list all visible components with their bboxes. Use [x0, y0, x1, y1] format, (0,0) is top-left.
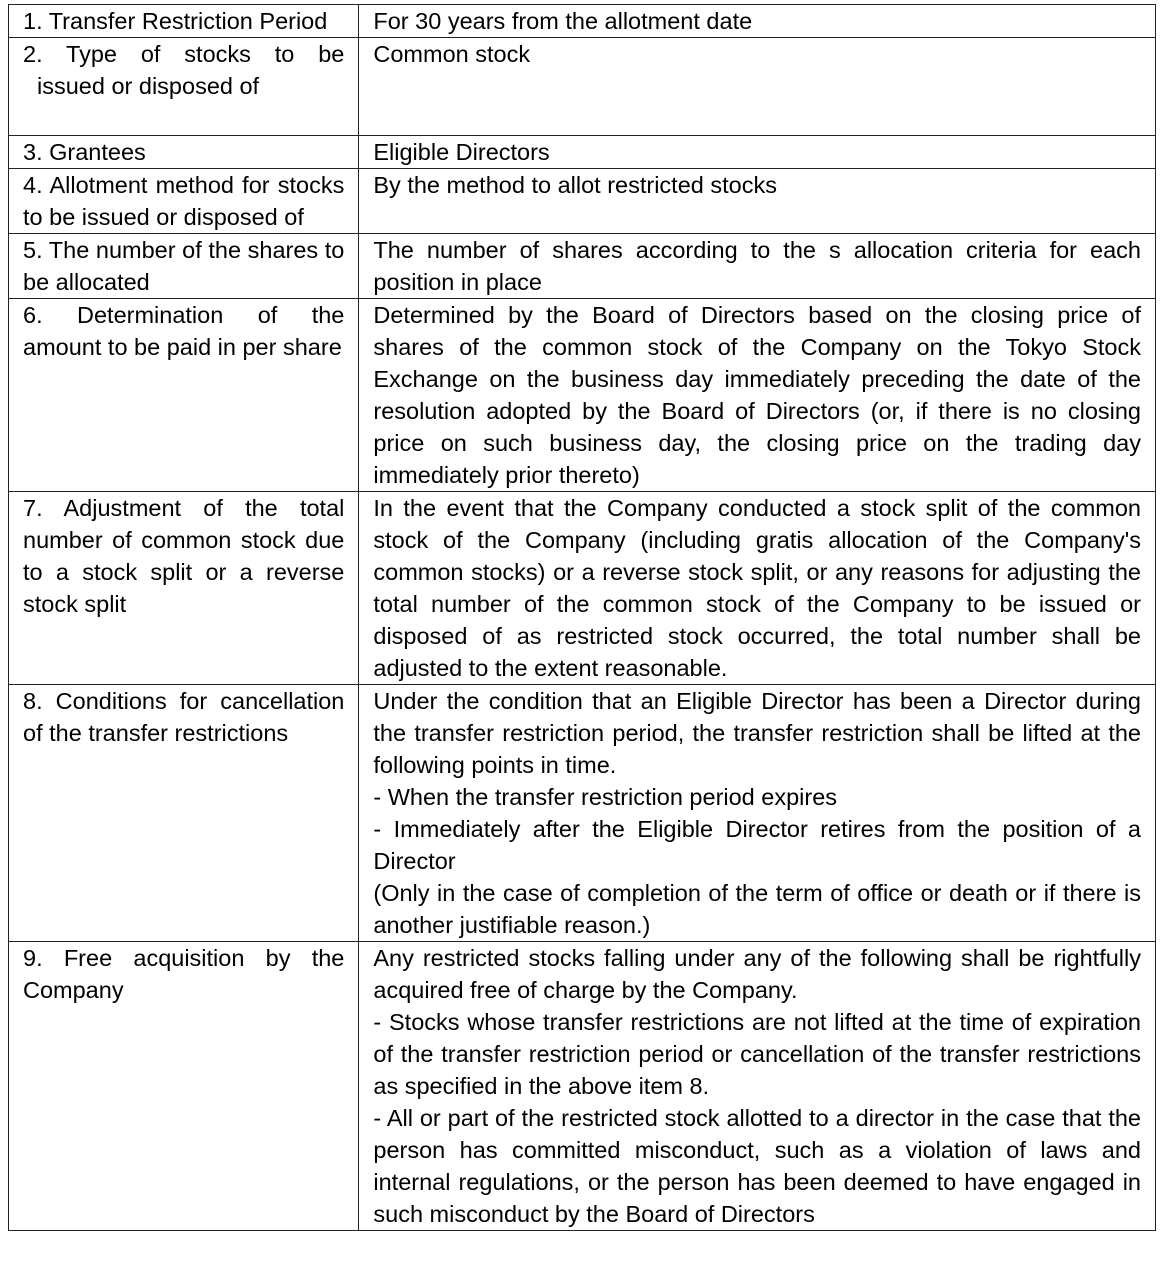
content-paragraph: Any restricted stocks falling under any of the following shall be rightfully acquired free of charge by the Company.: [373, 945, 1141, 1003]
item-label: 2. Type of stocks to be: [23, 41, 345, 67]
content-cell: [359, 5, 1156, 38]
item-cell: [9, 685, 359, 942]
table-row: [9, 5, 1156, 38]
content-cell: [359, 492, 1156, 685]
content-text: By the method to allot restricted stocks: [373, 172, 777, 198]
content-bullet: - Immediately after the Eligible Director retires from the position of a Director: [373, 816, 1141, 874]
content-cell: [359, 299, 1156, 492]
item-cell: [9, 38, 359, 136]
content-cell: [359, 169, 1156, 234]
item-label: 8. Conditions for cancellation of the transfer restrictions: [23, 688, 345, 746]
restricted-stock-terms-table: [8, 4, 1156, 1231]
content-bullet: - Stocks whose transfer restrictions are not lifted at the time of expiration of the transfer restriction period or cancellation of the transfer restrictions as specified in the above item 8.: [373, 1009, 1141, 1099]
content-text: Determined by the Board of Directors based on the closing price of shares of the common stock of the Company on the Tokyo Stock Exchange on the business day immediately preceding the date of the resolution adopted by the Board of Directors (or, if there is no closing price on such business day, the closing price on the trading day immediately prior thereto): [373, 302, 1141, 488]
item-cell: [9, 136, 359, 169]
item-label: 9. Free acquisition by the Company: [23, 945, 345, 1003]
content-cell: [359, 234, 1156, 299]
content-bullet: - All or part of the restricted stock allotted to a director in the case that the person has committed misconduct, such as a violation of laws and internal regulations, or the person has been deemed to have engaged in such misconduct by the Board of Directors: [373, 1105, 1141, 1227]
content-bullet: - When the transfer restriction period expires: [373, 784, 838, 810]
content-cell: [359, 685, 1156, 942]
content-text: The number of shares according to the s allocation criteria for each position in place: [373, 237, 1141, 295]
item-cell: [9, 169, 359, 234]
table-row: [9, 299, 1156, 492]
item-label: 1. Transfer Restriction Period: [23, 8, 328, 34]
content-cell: [359, 942, 1156, 1231]
content-text: In the event that the Company conducted a stock split of the common stock of the Company (including gratis allocation of the Company's common stocks) or a reverse stock split, or any reasons for adjusting the total number of the common stock of the Company to be issued or disposed of as restricted stock occurred, the total number shall be adjusted to the extent reasonable.: [373, 495, 1141, 681]
table-row: [9, 685, 1156, 942]
table-row: [9, 492, 1156, 685]
content-text: For 30 years from the allotment date: [373, 8, 753, 34]
table-row: [9, 942, 1156, 1231]
table-row: [9, 234, 1156, 299]
item-cell: [9, 492, 359, 685]
item-label: 6. Determination of the amount to be paid in per share: [23, 302, 345, 360]
item-cell: [9, 299, 359, 492]
item-label: 7. Adjustment of the total number of common stock due to a stock split or a reverse stock split: [23, 495, 345, 617]
content-cell: [359, 136, 1156, 169]
item-label: 3. Grantees: [23, 139, 146, 165]
content-text: Eligible Directors: [373, 139, 550, 165]
table-row: [9, 169, 1156, 234]
item-label: 5. The number of the shares to be allocated: [23, 237, 345, 295]
item-cell: [9, 942, 359, 1231]
content-paragraph: Under the condition that an Eligible Director has been a Director during the transfer restriction period, the transfer restriction shall be lifted at the following points in time.: [373, 688, 1141, 778]
item-cell: [9, 234, 359, 299]
content-note: (Only in the case of completion of the term of office or death or if there is another justifiable reason.): [373, 880, 1141, 938]
table-row: [9, 136, 1156, 169]
item-label-continued: issued or disposed of: [37, 73, 260, 99]
content-text: Common stock: [373, 41, 531, 67]
item-cell: [9, 5, 359, 38]
content-cell: [359, 38, 1156, 136]
table-row: [9, 38, 1156, 136]
item-label: 4. Allotment method for stocks to be issued or disposed of: [23, 172, 345, 230]
